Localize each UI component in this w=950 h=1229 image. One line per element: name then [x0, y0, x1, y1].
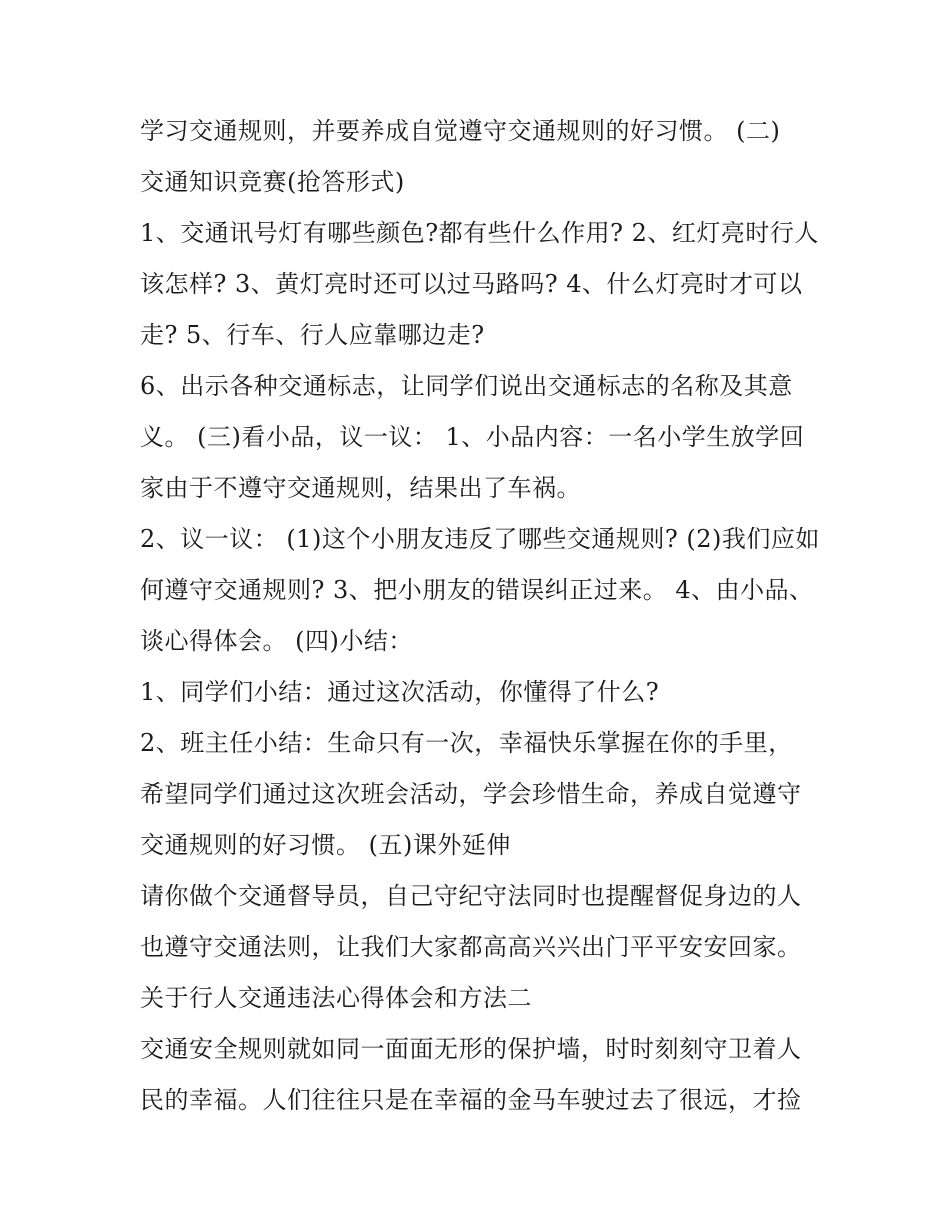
text-line: 何遵守交通规则? 3、把小朋友的错误纠正过来。 4、由小品、: [140, 576, 814, 604]
text-line: 该怎样? 3、黄灯亮时还可以过马路吗? 4、什么灯亮时才可以: [140, 270, 803, 298]
section-heading: 关于行人交通违法心得体会和方法二: [140, 984, 532, 1012]
text-line: 1、同学们小结：通过这次活动，你懂得了什么?: [140, 678, 660, 706]
text-line: 6、出示各种交通标志，让同学们说出交通标志的名称及其意: [140, 372, 793, 400]
text-line: 希望同学们通过这次班会活动，学会珍惜生命，养成自觉遵守: [140, 780, 802, 808]
text-line: 2、班主任小结：生命只有一次，幸福快乐掌握在你的手里，: [140, 729, 793, 757]
text-line: 家由于不遵守交通规则，结果出了车祸。: [140, 474, 581, 502]
text-line: 也遵守交通法则，让我们大家都高高兴兴出门平平安安回家。: [140, 933, 802, 961]
text-line: 2、议一议： (1)这个小朋友违反了哪些交通规则? (2)我们应如: [140, 525, 820, 553]
text-line: 请你做个交通督导员，自己守纪守法同时也提醒督促身边的人: [140, 882, 802, 910]
text-line: 交通规则的好习惯。 (五)课外延伸: [140, 831, 511, 859]
text-line: 学习交通规则，并要养成自觉遵守交通规则的好习惯。 (二): [140, 117, 781, 145]
text-line: 1、交通讯号灯有哪些颜色?都有些什么作用? 2、红灯亮时行人: [140, 219, 819, 247]
text-line: 谈心得体会。 (四)小结：: [140, 627, 413, 655]
text-line: 交通安全规则就如同一面面无形的保护墙，时时刻刻守卫着人: [140, 1035, 802, 1063]
document-body: [140, 106, 830, 1126]
text-line: 交通知识竞赛(抢答形式): [140, 168, 405, 196]
text-line: 民的幸福。人们往往只是在幸福的金马车驶过去了很远，才捡: [140, 1086, 802, 1114]
text-line: 走? 5、行车、行人应靠哪边走?: [140, 321, 485, 349]
text-line: 义。 (三)看小品，议一议： 1、小品内容：一名小学生放学回: [140, 423, 805, 451]
